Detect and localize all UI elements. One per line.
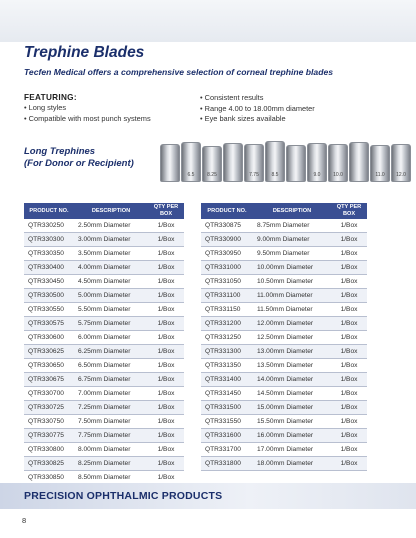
feature-item: • Consistent results: [200, 93, 264, 102]
qty-cell: 1/Box: [148, 471, 184, 485]
table-row: [24, 429, 184, 443]
qty-cell: 1/Box: [148, 345, 184, 359]
feature-item: • Long styles: [24, 103, 67, 112]
col-header-description: DESCRIPTION: [253, 203, 331, 219]
table-row: [24, 373, 184, 387]
trephine-blade: [223, 143, 243, 182]
qty-cell: 1/Box: [148, 331, 184, 345]
table-row: [201, 317, 367, 331]
description-cell: 6.00mm Diameter: [74, 331, 148, 345]
trephine-blade: [181, 142, 201, 182]
qty-cell: 1/Box: [331, 233, 367, 247]
trephine-blade: [244, 144, 264, 182]
feature-item: • Eye bank sizes available: [200, 114, 286, 123]
qty-cell: 1/Box: [148, 219, 184, 233]
product-number-cell: QTR330725: [24, 401, 74, 415]
feature-item: • Range 4.00 to 18.00mm diameter: [200, 103, 315, 113]
description-cell: 7.00mm Diameter: [74, 387, 148, 401]
product-number-cell: QTR330775: [24, 429, 74, 443]
qty-cell: 1/Box: [148, 401, 184, 415]
blade-size-label: 9.0: [313, 172, 321, 178]
product-number-cell: QTR331550: [201, 415, 253, 429]
features-list-right: [200, 93, 315, 125]
description-cell: 16.00mm Diameter: [253, 429, 331, 443]
description-cell: 13.50mm Diameter: [253, 359, 331, 373]
blade-size-label: 8.5: [271, 172, 279, 178]
product-table-left: [24, 203, 184, 485]
qty-cell: 1/Box: [148, 247, 184, 261]
qty-cell: 1/Box: [331, 373, 367, 387]
product-number-cell: QTR330600: [24, 331, 74, 345]
page-number: 8: [22, 516, 27, 525]
description-cell: 7.50mm Diameter: [74, 415, 148, 429]
long-trephines-heading: Long Trephines (For Donor or Recipient): [24, 146, 134, 169]
description-cell: 2.50mm Diameter: [74, 219, 148, 233]
blade-size-label: 7.75: [249, 172, 259, 178]
description-cell: 6.25mm Diameter: [74, 345, 148, 359]
qty-cell: 1/Box: [331, 275, 367, 289]
product-number-cell: QTR331300: [201, 345, 253, 359]
table-row: [24, 233, 184, 247]
qty-cell: 1/Box: [148, 415, 184, 429]
product-number-cell: QTR330800: [24, 443, 74, 457]
trephine-blade: [370, 145, 390, 182]
blade-size-label: 6.5: [187, 172, 195, 178]
qty-cell: 1/Box: [148, 373, 184, 387]
table-row: [24, 303, 184, 317]
table-row: [201, 275, 367, 289]
features-heading: FEATURING:: [24, 93, 77, 102]
qty-cell: 1/Box: [148, 317, 184, 331]
qty-cell: 1/Box: [148, 233, 184, 247]
table-row: [24, 247, 184, 261]
product-number-cell: QTR330550: [24, 303, 74, 317]
qty-cell: 1/Box: [331, 289, 367, 303]
trephine-blade: [328, 144, 348, 182]
product-number-cell: QTR331350: [201, 359, 253, 373]
table-row: [24, 415, 184, 429]
qty-cell: 1/Box: [331, 247, 367, 261]
description-cell: 13.00mm Diameter: [253, 345, 331, 359]
table-row: [201, 289, 367, 303]
product-number-cell: QTR330850: [24, 471, 74, 485]
product-number-cell: QTR330900: [201, 233, 253, 247]
product-number-cell: QTR331050: [201, 275, 253, 289]
product-number-cell: QTR330250: [24, 219, 74, 233]
description-cell: 15.50mm Diameter: [253, 415, 331, 429]
table-row: [201, 233, 367, 247]
product-number-cell: QTR331400: [201, 373, 253, 387]
product-number-cell: QTR331600: [201, 429, 253, 443]
header-band: [0, 0, 416, 42]
description-cell: 14.00mm Diameter: [253, 373, 331, 387]
product-table-right: [201, 203, 367, 471]
table-row: [24, 443, 184, 457]
table-row: [24, 275, 184, 289]
table-row: [201, 415, 367, 429]
table-row: [201, 261, 367, 275]
qty-cell: 1/Box: [148, 303, 184, 317]
description-cell: 8.50mm Diameter: [74, 471, 148, 485]
table-row: [201, 387, 367, 401]
col-header-qty: QTY PER BOX: [331, 203, 367, 219]
table-row: [24, 261, 184, 275]
table-row: [24, 345, 184, 359]
qty-cell: 1/Box: [331, 359, 367, 373]
product-number-cell: QTR331500: [201, 401, 253, 415]
product-number-cell: QTR331800: [201, 457, 253, 471]
qty-cell: 1/Box: [331, 317, 367, 331]
qty-cell: 1/Box: [148, 261, 184, 275]
trephine-blade: [349, 142, 369, 182]
product-number-cell: QTR330700: [24, 387, 74, 401]
table-row: [24, 317, 184, 331]
description-cell: 5.00mm Diameter: [74, 289, 148, 303]
product-number-cell: QTR330650: [24, 359, 74, 373]
trephine-blade: [391, 144, 411, 182]
table-row: [201, 345, 367, 359]
product-number-cell: QTR331200: [201, 317, 253, 331]
product-number-cell: QTR330950: [201, 247, 253, 261]
product-number-cell: QTR330500: [24, 289, 74, 303]
trephine-blade: [307, 143, 327, 182]
product-number-cell: QTR330675: [24, 373, 74, 387]
table-row: [201, 247, 367, 261]
product-number-cell: QTR331150: [201, 303, 253, 317]
product-number-cell: QTR330575: [24, 317, 74, 331]
table-row: [24, 289, 184, 303]
table-row: [201, 359, 367, 373]
description-cell: 10.50mm Diameter: [253, 275, 331, 289]
table-row: [24, 359, 184, 373]
qty-cell: 1/Box: [331, 345, 367, 359]
table-row: [201, 331, 367, 345]
product-number-cell: QTR330350: [24, 247, 74, 261]
table-row: [201, 429, 367, 443]
product-number-cell: QTR330825: [24, 457, 74, 471]
qty-cell: 1/Box: [331, 261, 367, 275]
description-cell: 6.50mm Diameter: [74, 359, 148, 373]
col-header-qty: QTY PER BOX: [148, 203, 184, 219]
description-cell: 7.25mm Diameter: [74, 401, 148, 415]
blade-size-label: 11.0: [375, 172, 385, 178]
description-cell: 3.50mm Diameter: [74, 247, 148, 261]
table-row: [24, 331, 184, 345]
description-cell: 7.75mm Diameter: [74, 429, 148, 443]
description-cell: 15.00mm Diameter: [253, 401, 331, 415]
description-cell: 4.00mm Diameter: [74, 261, 148, 275]
blade-size-label: 12.0: [396, 172, 406, 178]
qty-cell: 1/Box: [331, 401, 367, 415]
description-cell: 3.00mm Diameter: [74, 233, 148, 247]
product-number-cell: QTR331700: [201, 443, 253, 457]
blade-size-label: 8.25: [207, 172, 217, 178]
description-cell: 18.00mm Diameter: [253, 457, 331, 471]
qty-cell: 1/Box: [331, 387, 367, 401]
table-row: [201, 457, 367, 471]
qty-cell: 1/Box: [148, 289, 184, 303]
description-cell: 8.25mm Diameter: [74, 457, 148, 471]
description-cell: 4.50mm Diameter: [74, 275, 148, 289]
description-cell: 9.50mm Diameter: [253, 247, 331, 261]
table-row: [201, 219, 367, 233]
qty-cell: 1/Box: [331, 303, 367, 317]
qty-cell: 1/Box: [148, 359, 184, 373]
table-row: [201, 401, 367, 415]
qty-cell: 1/Box: [148, 443, 184, 457]
product-number-cell: QTR330625: [24, 345, 74, 359]
description-cell: 14.50mm Diameter: [253, 387, 331, 401]
product-number-cell: QTR330400: [24, 261, 74, 275]
description-cell: 8.00mm Diameter: [74, 443, 148, 457]
page-subtitle: Tecfen Medical offers a comprehensive selection of corneal trephine blades: [24, 67, 333, 77]
description-cell: 11.00mm Diameter: [253, 289, 331, 303]
product-number-cell: QTR331000: [201, 261, 253, 275]
table-row: [24, 387, 184, 401]
qty-cell: 1/Box: [331, 219, 367, 233]
trephine-blade: [160, 144, 180, 182]
description-cell: 12.50mm Diameter: [253, 331, 331, 345]
trephine-blade: [265, 141, 285, 182]
description-cell: 11.50mm Diameter: [253, 303, 331, 317]
features-list-left: [24, 103, 151, 124]
qty-cell: 1/Box: [148, 457, 184, 471]
table-row: [24, 219, 184, 233]
qty-cell: 1/Box: [148, 429, 184, 443]
page-title: Trephine Blades: [24, 44, 145, 61]
product-number-cell: QTR330875: [201, 219, 253, 233]
qty-cell: 1/Box: [331, 331, 367, 345]
table-row: [24, 401, 184, 415]
trephine-blade: [202, 146, 222, 182]
qty-cell: 1/Box: [331, 415, 367, 429]
description-cell: 9.00mm Diameter: [253, 233, 331, 247]
product-number-cell: QTR330450: [24, 275, 74, 289]
product-number-cell: QTR330750: [24, 415, 74, 429]
trephine-blades-image: [160, 138, 410, 182]
product-number-cell: QTR330300: [24, 233, 74, 247]
blade-size-label: 10.0: [333, 172, 343, 178]
footer-title: PRECISION OPHTHALMIC PRODUCTS: [24, 490, 223, 502]
feature-item: • Compatible with most punch systems: [24, 113, 151, 123]
qty-cell: 1/Box: [148, 387, 184, 401]
table-row: [201, 443, 367, 457]
table-row: [24, 457, 184, 471]
description-cell: 17.00mm Diameter: [253, 443, 331, 457]
col-header-product: PRODUCT NO.: [24, 203, 74, 219]
qty-cell: 1/Box: [148, 275, 184, 289]
product-number-cell: QTR331250: [201, 331, 253, 345]
description-cell: 5.50mm Diameter: [74, 303, 148, 317]
description-cell: 6.75mm Diameter: [74, 373, 148, 387]
description-cell: 12.00mm Diameter: [253, 317, 331, 331]
table-row: [201, 303, 367, 317]
col-header-description: DESCRIPTION: [74, 203, 148, 219]
description-cell: 5.75mm Diameter: [74, 317, 148, 331]
trephine-blade: [286, 145, 306, 182]
table-row: [201, 373, 367, 387]
col-header-product: PRODUCT NO.: [201, 203, 253, 219]
description-cell: 10.00mm Diameter: [253, 261, 331, 275]
product-number-cell: QTR331100: [201, 289, 253, 303]
qty-cell: 1/Box: [331, 443, 367, 457]
qty-cell: 1/Box: [331, 429, 367, 443]
product-number-cell: QTR331450: [201, 387, 253, 401]
description-cell: 8.75mm Diameter: [253, 219, 331, 233]
qty-cell: 1/Box: [331, 457, 367, 471]
